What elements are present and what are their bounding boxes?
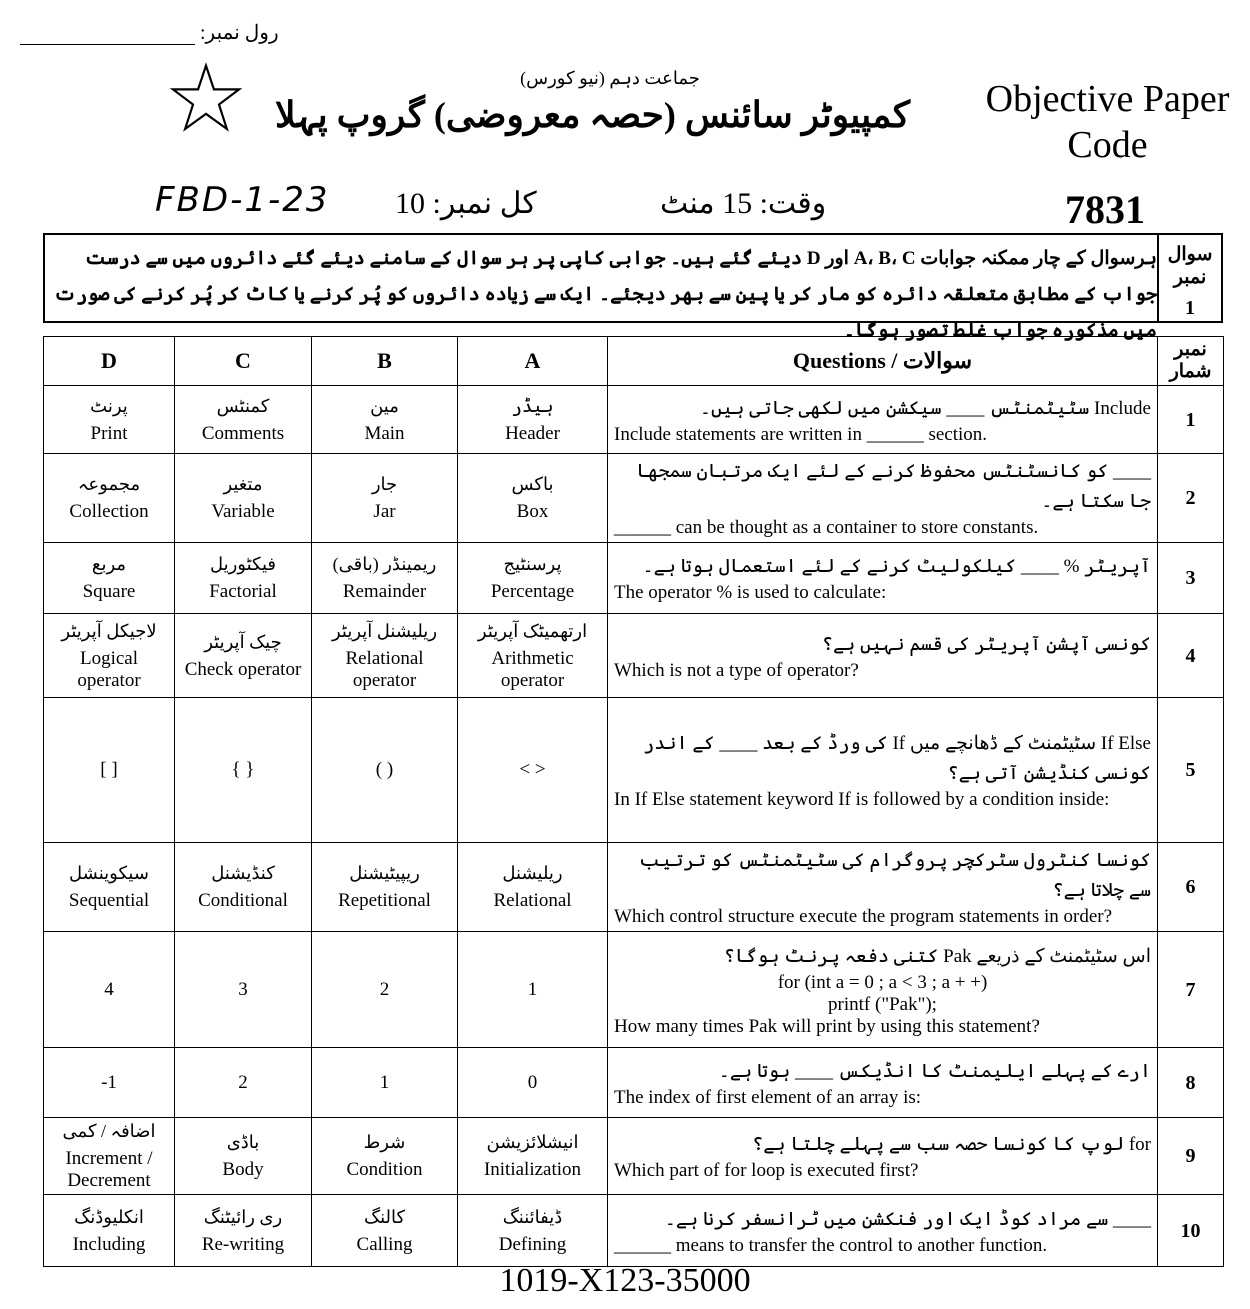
question-cell (608, 1195, 1158, 1267)
option-c-cell (175, 454, 312, 543)
serial-number: 2 (1158, 454, 1224, 543)
question-english: Which control structure execute the program statements in order? (614, 906, 1113, 927)
option-a-cell (458, 843, 608, 932)
question-english: In If Else statement keyword If is followed by a condition inside: (614, 789, 1110, 810)
option-b-text: Main (364, 422, 405, 444)
option-b-cell (312, 454, 458, 543)
option-a-cell (458, 932, 608, 1048)
table-row (44, 386, 1224, 454)
option-d-urdu: لاجیکل آپریٹر (61, 620, 157, 641)
option-d-text: [ ] (100, 759, 118, 780)
option-b-urdu: کالنگ (363, 1206, 406, 1227)
question-code-line-2: printf ("Pak"); (828, 993, 937, 1015)
option-c-text: Variable (211, 501, 275, 522)
question-cell (608, 932, 1158, 1048)
option-c-cell (175, 543, 312, 614)
option-a-urdu: ڈیفائننگ (502, 1206, 563, 1227)
option-b-urdu: ریلیشنل آپریٹر (331, 620, 438, 641)
option-c-text: 2 (238, 1071, 248, 1093)
option-b-text: ( ) (375, 759, 394, 780)
option-c-text: Conditional (198, 890, 288, 911)
question-urdu: If Else سٹیٹمنٹ کے ڈھانچے میں If کی ورڈ کے بعد ____ کے اندر کونسی کنڈیشن آتی ہے؟ (643, 733, 1151, 784)
option-d-cell (44, 1048, 175, 1118)
option-a-urdu: انیشلائزیشن (486, 1132, 579, 1152)
option-b-cell (312, 843, 458, 932)
star-icon (170, 62, 242, 134)
question-english: The operator % is used to calculate: (614, 582, 887, 603)
question-cell (608, 1118, 1158, 1195)
option-c-cell (175, 1195, 312, 1267)
table-row (44, 543, 1224, 614)
option-b-text: Calling (356, 1233, 413, 1255)
option-d-text: Sequential (68, 890, 150, 911)
option-a-urdu: ارتھمیٹک آپریٹر (477, 620, 588, 641)
table-row (44, 454, 1224, 543)
serial-number: 9 (1158, 1118, 1224, 1195)
serial-number: 10 (1158, 1195, 1224, 1267)
option-c-cell (175, 1048, 312, 1118)
option-d-cell (44, 543, 175, 614)
footer-code: 1019-X123-35000 (499, 1262, 751, 1299)
option-d-text: Increment / Decrement (65, 1148, 153, 1191)
question-cell (608, 454, 1158, 543)
question-number-label: سوال نمبر (1167, 244, 1213, 288)
option-c-text: Comments (201, 422, 285, 444)
serial-number: 8 (1158, 1048, 1224, 1118)
option-d-cell (44, 454, 175, 543)
question-cell (608, 698, 1158, 843)
question-urdu: Include سٹیٹمنٹس ____ سیکشن میں لکھی جاتی ہیں۔ (699, 397, 1151, 419)
option-c-cell (175, 386, 312, 454)
option-b-text: 1 (379, 1071, 390, 1093)
option-d-cell (44, 1195, 175, 1267)
option-d-urdu: انکلیوڈنگ (74, 1206, 144, 1227)
option-a-text: 1 (527, 978, 538, 1000)
question-cell (608, 1048, 1158, 1118)
option-c-text: { } (231, 759, 255, 780)
option-c-text: 3 (238, 978, 248, 1000)
option-d-text: -1 (101, 1071, 117, 1093)
objective-paper-code-title: Objective Paper Code (985, 78, 1230, 166)
option-d-text: Square (82, 581, 136, 602)
question-english: Include statements are written in ______ section. (614, 423, 988, 445)
question-code-line-1: for (int a = 0 ; a < 3 ; a + +) (777, 971, 988, 993)
option-d-text: Collection (69, 501, 149, 522)
instructions-box (43, 233, 1223, 341)
roll-number-blank (20, 44, 195, 45)
table-row (44, 1195, 1224, 1267)
option-b-text: Remainder (342, 581, 427, 602)
question-english: How many times Pak will print by using this statement? (614, 1015, 1040, 1037)
option-d-urdu: مجموعہ (77, 474, 141, 494)
option-b-cell (312, 1048, 458, 1118)
question-urdu: اس سٹیٹمنٹ کے ذریعے Pak کتنی دفعہ پرنٹ ہوگا؟ (723, 945, 1151, 967)
serial-number: 4 (1158, 614, 1224, 698)
option-c-text: Factorial (209, 581, 277, 602)
option-d-cell (44, 698, 175, 843)
question-urdu: آپریٹر % ____ کیلکولیٹ کرنے کے لئے استعمال ہوتا ہے۔ (642, 556, 1151, 577)
serial-number: 3 (1158, 543, 1224, 614)
question-english: ______ means to transfer the control to another function. (614, 1234, 1048, 1256)
option-a-text: Arithmetic operator (491, 647, 574, 691)
roll-number-label: رول نمبر: (200, 22, 279, 44)
option-d-cell (44, 386, 175, 454)
roll-number-field (20, 18, 280, 52)
question-number-cell (1157, 235, 1221, 321)
option-c-cell (175, 698, 312, 843)
option-d-cell (44, 614, 175, 698)
option-a-urdu: ہیڈر (511, 395, 554, 416)
option-b-cell (312, 614, 458, 698)
option-d-text: Including (72, 1233, 146, 1255)
option-d-text: Print (90, 422, 128, 444)
serial-number: 7 (1158, 932, 1224, 1048)
option-a-cell (458, 614, 608, 698)
table-row (44, 614, 1224, 698)
class-title: جماعت دہم (نیو کورس) (520, 68, 700, 88)
option-a-text: < > (519, 759, 546, 780)
table-row (44, 843, 1224, 932)
option-d-text: Logical operator (77, 647, 141, 691)
option-a-text: Box (516, 501, 549, 522)
question-cell (608, 614, 1158, 698)
question-english: Which part of for loop is executed first? (614, 1160, 919, 1181)
paper-code: 7831 (1065, 187, 1145, 232)
table-row (44, 1118, 1224, 1195)
option-a-cell (458, 1118, 608, 1195)
question-english: ______ can be thought as a container to store constants. (614, 517, 1039, 538)
header-option-d: D (44, 337, 175, 386)
question-cell (608, 543, 1158, 614)
option-a-urdu: پرسنٹیج (503, 554, 562, 574)
option-c-cell (175, 1118, 312, 1195)
option-a-text: Header (505, 422, 560, 444)
table-row (44, 698, 1224, 843)
question-urdu: کونسا کنٹرول سٹرکچر پروگرام کی سٹیٹمنٹس کو ترتیب سے چلاتا ہے؟ (639, 850, 1151, 901)
option-d-urdu: مربع (91, 554, 127, 574)
option-c-cell (175, 843, 312, 932)
header-option-b: B (312, 337, 458, 386)
option-b-cell (312, 386, 458, 454)
total-marks: کل نمبر: 10 (395, 187, 537, 220)
serial-number: 5 (1158, 698, 1224, 843)
option-c-text: Body (222, 1159, 264, 1180)
option-a-text: Defining (498, 1233, 567, 1255)
option-b-urdu: مین (370, 395, 399, 416)
question-urdu: ارے کے پہلے ایلیمنٹ کا انڈیکس ____ ہوتا ہے۔ (718, 1060, 1151, 1082)
option-a-text: Relational (493, 890, 572, 911)
option-a-cell (458, 543, 608, 614)
instructions-text: ہرسوال کے چار ممکنہ جوابات A، B، C اور D دیئے گئے ہیں۔ جوابی کاپی پر ہر سوال کے سامنے دیئے گئے دائروں میں سے درست جواب کے مطابق متعلقہ دائرہ کو مار کر یا پین سے بھر دیجئے۔ ایک سے زیادہ دائروں کو پُر کرنے یا کاٹ کر پُر کرنے کی صورت میں مذکورہ جواب غلط تصور ہوگا۔ (53, 248, 1157, 341)
option-d-urdu: پرنٹ (90, 395, 128, 416)
option-a-text: 0 (527, 1071, 538, 1093)
option-a-cell (458, 1195, 608, 1267)
option-d-cell (44, 843, 175, 932)
option-d-cell (44, 932, 175, 1048)
option-b-cell (312, 1195, 458, 1267)
option-b-cell (312, 1118, 458, 1195)
option-c-cell (175, 932, 312, 1048)
question-english: The index of first element of an array is: (614, 1086, 922, 1108)
table-row (44, 1048, 1224, 1118)
header-option-a: A (458, 337, 608, 386)
handwritten-note: FBD-1-23 (155, 180, 330, 220)
question-cell (608, 386, 1158, 454)
option-c-urdu: باڈی (226, 1132, 260, 1152)
option-a-cell (458, 1048, 608, 1118)
mcq-table (43, 336, 1224, 1267)
option-b-text: Repetitional (338, 890, 431, 911)
table-row (44, 932, 1224, 1048)
option-d-urdu: اضافہ / کمی (62, 1121, 156, 1141)
subject-title: کمپیوٹر سائنس (حصہ معروضی) گروپ پہلا (275, 95, 910, 135)
option-a-cell (458, 386, 608, 454)
option-b-urdu: جار (371, 474, 398, 494)
question-urdu: ____ سے مراد کوڈ ایک اور فنکشن میں ٹرانسفر کرنا ہے۔ (664, 1208, 1151, 1230)
serial-number: 1 (1158, 386, 1224, 454)
question-urdu: for لوپ کا کونسا حصہ سب سے پہلے چلتا ہے؟ (752, 1134, 1151, 1155)
option-c-text: Check operator (184, 658, 302, 680)
question-english: Which is not a type of operator? (614, 659, 859, 681)
question-cell (608, 843, 1158, 932)
serial-number: 6 (1158, 843, 1224, 932)
option-b-text: Relational operator (345, 647, 424, 691)
option-c-urdu: فیکٹوریل (209, 554, 277, 574)
option-b-urdu: ریمینڈر (باقی) (332, 554, 437, 574)
option-b-cell (312, 543, 458, 614)
option-b-urdu: شرط (363, 1132, 406, 1152)
header-questions: Questions / سوالات (608, 337, 1158, 386)
header-option-c: C (175, 337, 312, 386)
option-d-text: 4 (104, 978, 114, 1000)
table-header-row (44, 337, 1224, 386)
option-b-text: Condition (346, 1159, 423, 1180)
option-c-cell (175, 614, 312, 698)
option-b-cell (312, 698, 458, 843)
question-urdu: ____ کو کانسٹنٹس محفوظ کرنے کے لئے ایک مرتبان سمجھا جا سکتا ہے۔ (636, 461, 1151, 512)
option-c-urdu: کمنٹس (216, 395, 270, 416)
option-d-urdu: سیکوینشل (69, 863, 149, 883)
option-a-urdu: ریلیشنل (502, 863, 563, 883)
option-c-text: Re-writing (201, 1233, 285, 1255)
option-b-cell (312, 932, 458, 1048)
time-allowed: وقت: 15 منٹ (660, 187, 827, 220)
option-a-cell (458, 698, 608, 843)
option-a-urdu: باکس (511, 474, 554, 494)
option-a-text: Initialization (483, 1159, 582, 1180)
header-serial-number: نمبر شمار (1158, 337, 1224, 386)
option-c-urdu: ری رائیٹنگ (203, 1206, 283, 1227)
option-b-text: 2 (379, 978, 390, 1000)
option-d-cell (44, 1118, 175, 1195)
question-urdu: کونسی آپشن آپریٹر کی قسم نہیں ہے؟ (821, 633, 1151, 655)
option-b-text: Jar (373, 501, 396, 522)
option-a-cell (458, 454, 608, 543)
question-number-value: 1 (1185, 297, 1195, 319)
option-c-urdu: کنڈیشنل (211, 863, 275, 883)
option-c-urdu: چیک آپریٹر (204, 631, 282, 652)
option-c-urdu: متغیر (223, 474, 263, 494)
option-a-text: Percentage (490, 581, 575, 602)
option-b-urdu: ریپیٹیشنل (349, 863, 420, 883)
